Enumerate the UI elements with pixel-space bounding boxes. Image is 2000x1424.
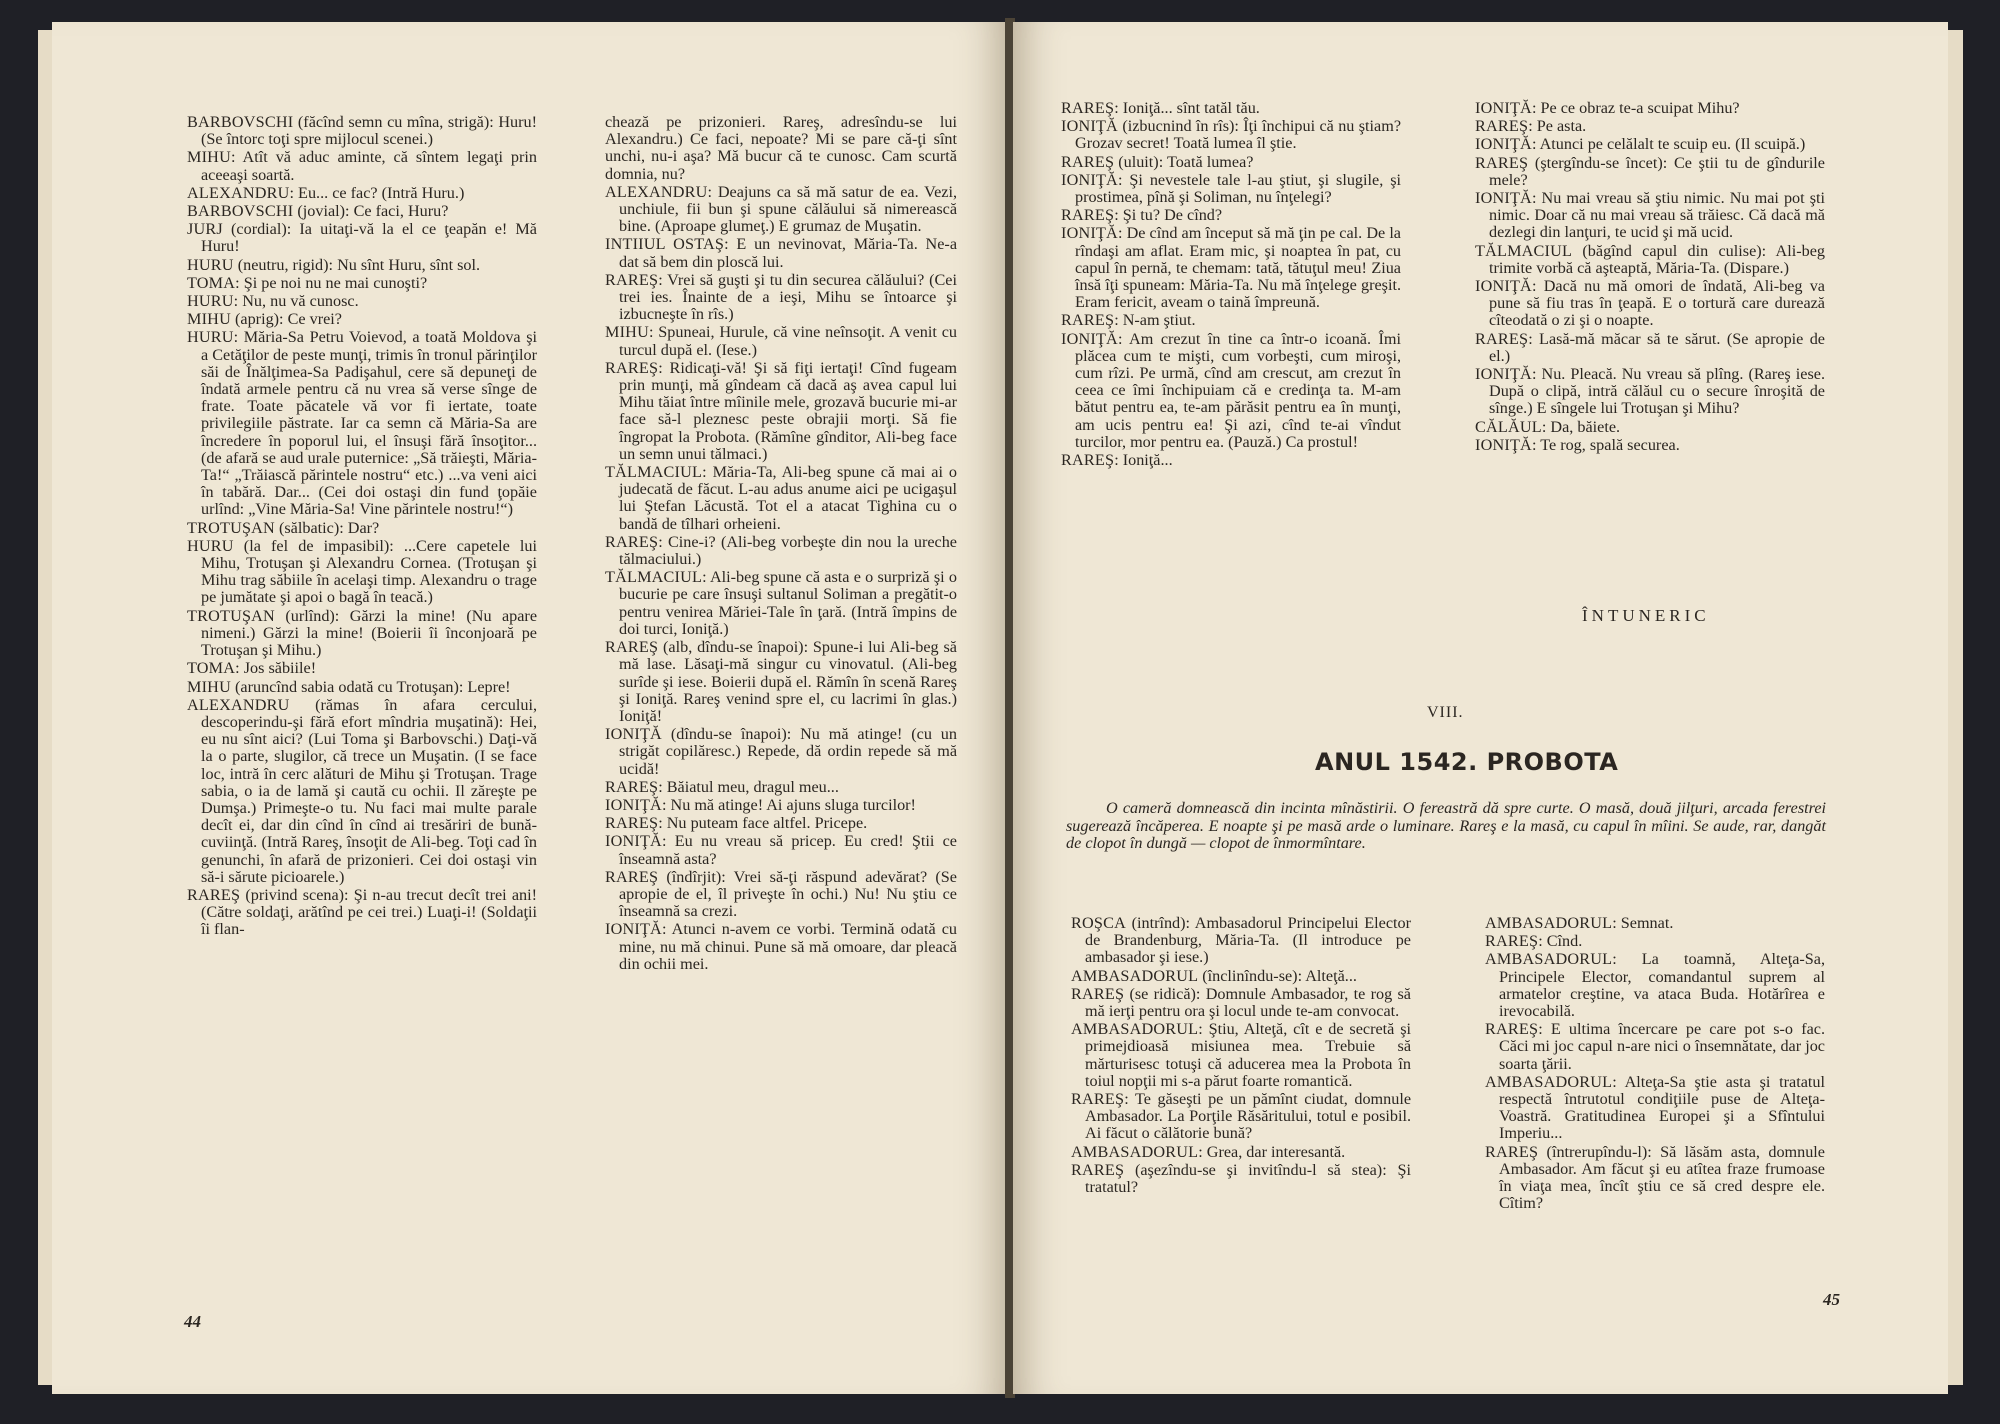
dialogue-line (605, 360, 957, 463)
dialogue-line (605, 921, 957, 973)
dialogue-line (187, 221, 537, 255)
dialogue-line (1061, 172, 1401, 206)
left-column-2 (605, 114, 957, 974)
dialogue-line (1061, 452, 1401, 469)
speaker-name: IONIŢĂ (605, 795, 662, 814)
dialogue-line (187, 114, 537, 148)
dialogue-line (1061, 100, 1401, 117)
dialogue-text: : Cine-i? (Ali-beg vorbeşte din nou la ureche tălmaciului.) (619, 532, 957, 569)
dialogue-text: : Pe ce obraz te-a scuipat Mihu? (1531, 99, 1740, 117)
dialogue-line (187, 293, 537, 310)
dialogue-line (605, 833, 957, 867)
speaker-name: AMBASADORUL (1485, 914, 1613, 932)
dialogue-line (1485, 951, 1825, 1020)
dialogue-text: : Ali-beg spune că asta e o surpriză şi o bucurie pe care însuşi sultanul Soliman a pregătit-o pentru venirea Măriei-Tale în ţară. (Intră împins de doi turci, Ioniţă.) (619, 568, 957, 638)
dialogue-text: (aşezîndu-se şi invitîndu-l să stea): Şi tratatul? (1085, 1160, 1411, 1197)
dialogue-text: : Te găseşti pe un pămînt ciudat, domnule Ambasador. La Porţile Răsăritului, totul e posibil. Ai făcut o călătorie bună? (1085, 1090, 1411, 1143)
dialogue-line (1071, 1162, 1411, 1196)
right-column-4 (1485, 915, 1825, 1213)
dialogue-line (187, 520, 537, 537)
dialogue-text: : Atunci pe celălalt te scuip eu. (Il scuipă.) (1531, 135, 1806, 154)
dialogue-line (1475, 243, 1825, 277)
speaker-name: RAREŞ (1061, 311, 1115, 330)
speaker-name: AMBASADORUL (1071, 966, 1199, 985)
dialogue-text: (făcînd semn cu mîna, strigă): Huru! (Se întorc toţi spre mijlocul scenei.) (201, 113, 537, 149)
dialogue-text: : Deajuns ca să mă satur de ea. Vezi, unchiule, fii bun şi spune călăului să nimerească bine. (Aproape glumeţ.) E grumaz de Muşatin. (619, 182, 957, 236)
speaker-name: MIHU (605, 323, 649, 342)
dialogue-line (1061, 225, 1401, 311)
dialogue-text: : La toamnă, Alteţa-Sa, Principele Elector, comandantul suprem al armatelor creştine, va ataca Buda. Hotărîrea e irevocabilă. (1499, 950, 1825, 1021)
dialogue-line (1485, 1021, 1825, 1073)
dialogue-text: : Da, băiete. (1541, 417, 1621, 436)
act-title: ANUL 1542. PROBOTA (1315, 748, 1619, 776)
dialogue-line (605, 779, 957, 796)
speaker-name: MIHU (187, 148, 231, 167)
speaker-name: HURU (187, 536, 234, 555)
dialogue-text: (jovial): Ce faci, Huru? (293, 202, 449, 221)
dialogue-text: : Atunci n-avem ce vorbi. Termină odată cu mine, nu mă chinui. Pune să mă omoare, dar pleacă din ochii mei. (619, 920, 957, 973)
dialogue-text: (dîndu-se înapoi): Nu mă atinge! (cu un strigăt copilăresc.) Repede, dă ordin repede să mă ucidă! (619, 725, 957, 778)
speaker-name: ALEXANDRU (187, 695, 290, 714)
speaker-name: IONIŢĂ (1061, 170, 1118, 189)
speaker-name: TĂLMACIUL (605, 463, 703, 482)
dialogue-line (605, 815, 957, 832)
dialogue-line (1475, 278, 1825, 330)
speaker-name: ALEXANDRU (187, 183, 290, 202)
speaker-name: IONIŢĂ (1475, 99, 1532, 117)
dialogue-text: (aprig): Ce vrei? (230, 310, 342, 329)
speaker-name: ROŞCA (1071, 914, 1126, 932)
dialogue-text: : De cînd am început să mă ţin pe cal. De la rîndaşi am aflat. Eram mic, şi noaptea în pat, cu capul în pernă, te chemam: tată, tătuţul meu! Ziua însă îţi spuneam: Măria-Ta. Nu mă înţelege greşit. Eram fericit, aveam o taină împreună. (1075, 224, 1401, 312)
dialogue-text: : Am crezut în tine ca într-o icoană. Îmi plăcea cum te mişti, cum vorbeşti, cum miroşi, cum rîzi. Pe urmă, cînd am crescut, am crezut în ceea ce îmi închipuiam că e credinţa ta. M-am bătut pentru ea, te-am părăsit pentru ea în munţi, am ucis pentru ea! Şi azi, cînd te-ai vîndut turcilor, mor pentru ea. (Pauză.) Ca prostul! (1075, 329, 1401, 451)
speaker-name: RAREŞ (1485, 1142, 1539, 1161)
speaker-name: TĂLMACIUL (605, 568, 703, 587)
dialogue-text: : Alteţa-Sa ştie asta şi tratatul respectă întrutotul condiţiile puse de Alteţa-Voastră. Gratitudinea Europei şi a Sfîntului Imperiu... (1499, 1072, 1825, 1143)
dialogue-text: : Şi nevestele tale l-au ştiut, şi slugile, şi prostimea, pînă şi Soliman, nu înţelegi? (1075, 170, 1401, 207)
page-number-right: 45 (1823, 1290, 1840, 1309)
speaker-name: RAREŞ (1071, 984, 1125, 1003)
dialogue-line (1485, 915, 1825, 932)
dialogue-line (1475, 331, 1825, 365)
dialogue-text: : E ultima încercare pe care pot s-o fac. Căci mi joc capul n-are nici o însemnătate, dar joc soarta ţării. (1499, 1020, 1825, 1073)
dialogue-line (605, 184, 957, 236)
dialogue-line (605, 114, 957, 183)
speaker-name: IONIŢĂ (1061, 224, 1118, 243)
speaker-name: RAREŞ (1475, 117, 1529, 136)
dialogue-line (187, 660, 537, 677)
dialogue-line (1061, 312, 1401, 329)
dialogue-line (187, 679, 537, 696)
dialogue-line (1485, 933, 1825, 950)
dialogue-text: : Te rog, spală securea. (1531, 435, 1680, 454)
dialogue-line (1475, 190, 1825, 242)
speaker-name: RAREŞ (187, 885, 241, 904)
dialogue-text: : Lasă-mă măcar să te sărut. (Se apropie de el.) (1489, 329, 1825, 365)
speaker-name: BARBOVSCHI (187, 113, 294, 131)
speaker-name: IONIŢĂ (1475, 277, 1532, 296)
dialogue-line (605, 639, 957, 725)
left-page (52, 22, 1007, 1394)
speaker-name: IONIŢĂ (1061, 329, 1118, 348)
speaker-name: IONIŢĂ (1475, 135, 1532, 154)
dialogue-line (1475, 155, 1825, 189)
right-column-1 (1061, 100, 1401, 470)
speaker-name: AMBASADORUL (1071, 1142, 1199, 1161)
dialogue-line (1475, 366, 1825, 418)
dialogue-line (187, 608, 537, 660)
speaker-name: IONIŢĂ (1475, 189, 1532, 208)
end-scene-marker: ÎNTUNERIC (1582, 606, 1710, 625)
dialogue-text: : Nu mă atinge! Ai ajuns sluga turcilor! (661, 795, 916, 814)
dialogue-text: : Vrei să guşti şi tu din securea călăului? (Cei trei ies. Înainte de a ieşi, Mihu se întoarce şi izbucneşte în rîs.) (619, 270, 957, 324)
dialogue-text: : Pe asta. (1528, 117, 1587, 136)
right-column-2 (1475, 100, 1825, 455)
speaker-name: RAREŞ (1475, 153, 1529, 172)
dialogue-text: : Şi pe noi nu ne mai cunoşti? (235, 273, 428, 292)
dialogue-line (1071, 968, 1411, 985)
dialogue-line (605, 272, 957, 324)
dialogue-text: (la fel de impasibil): ...Cere capetele lui Mihu, Trotuşan şi Alexandru Cornea. (Trotuşan şi Mihu trag săbiile în acelaşi timp. Alexandru o trage pe jumătate şi apoi o bagă în teacă.) (201, 536, 537, 607)
dialogue-line (187, 149, 537, 183)
dialogue-text: (se ridică): Domnule Ambasador, te rog să mă ierţi pentru ora şi locul unde te-am convocat. (1085, 984, 1411, 1021)
dialogue-text: : Nu puteam face altfel. Pricepe. (658, 814, 868, 833)
dialogue-line (1475, 437, 1825, 454)
dialogue-text: : Băiatul meu, dragul meu... (658, 777, 839, 796)
dialogue-text: (intrînd): Ambasadorul Principelui Elector de Brandenburg, Măria-Ta. (Il introduce pe ambasador şi iese.) (1085, 914, 1411, 967)
dialogue-text: : Spuneai, Hurule, că vine neînsoţit. A venit cu turcul după el. (Iese.) (619, 323, 957, 359)
speaker-name: IONIŢĂ (1475, 365, 1532, 384)
dialogue-line (187, 538, 537, 607)
speaker-name: RAREŞ (1061, 451, 1115, 470)
speaker-name: AMBASADORUL (1485, 950, 1613, 969)
dialogue-text: (alb, dîndu-se înapoi): Spune-i lui Ali-beg să mă lase. Lăsaţi-mă singur cu vinovatul. (Ali-beg surîde şi iese. Boierii după el. Rămîn în scenă Rareş şi Ioniţă. Rareş venind spre el, cu lacrimi în glas.) Ioniţă! (619, 638, 957, 725)
speaker-name: MIHU (187, 310, 231, 329)
speaker-name: RAREŞ (605, 358, 659, 377)
dialogue-text: : E un nevinovat, Măria-Ta. Ne-a dat să bem din ploscă lui. (619, 235, 958, 271)
dialogue-line (1071, 986, 1411, 1020)
dialogue-line (1475, 118, 1825, 135)
dialogue-text: (înclinîndu-se): Alteţă... (1198, 966, 1357, 985)
dialogue-text: : Semnat. (1612, 914, 1674, 932)
dialogue-text: : Nu. Pleacă. Nu vreau să plîng. (Rareş iese. După o clipă, intră călăul cu o secure înroşită de sînge.) E sîngele lui Trotuşan şi Mihu? (1489, 365, 1825, 418)
dialogue-text: : N-am ştiut. (1114, 311, 1196, 330)
dialogue-line (605, 797, 957, 814)
speaker-name: ALEXANDRU (605, 182, 708, 201)
dialogue-line (1071, 915, 1411, 967)
dialogue-line (187, 329, 537, 518)
dialogue-text: (îndîrjit): Vrei să-ţi răspund adevărat? (Se apropie de el, îl priveşte în ochi.) Nu! Nu ştiu ce înseamnă sa crezi. (619, 867, 957, 921)
dialogue-line (1475, 100, 1825, 117)
dialogue-line (187, 697, 537, 886)
dialogue-text: : Ioniţă... sînt tatăl tău. (1114, 99, 1260, 117)
dialogue-line (187, 311, 537, 328)
dialogue-text: : Eu... ce fac? (Intră Huru.) (289, 183, 465, 202)
speaker-name: RAREŞ (1061, 152, 1115, 171)
dialogue-text: : Măria-Ta, Ali-beg spune că mai ai o judecată de făcut. L-au adus anume aici pe ucigaşul lui Ştefan Lăcustă. Tot el a atacat Tighina cu o bandă de tîlhari orheieni. (619, 463, 957, 533)
dialogue-text: (privind scena): Şi n-au trecut decît trei ani! (Către soldaţi, arătînd pe cei trei.) Luaţi-i! (Soldaţii îi flan- (201, 885, 537, 939)
dialogue-text: (neutru, rigid): Nu sînt Huru, sînt sol. (233, 255, 481, 274)
dialogue-text: (întrerupîndu-l): Să lăsăm asta, domnule Ambasador. Am făcut şi eu atîtea fraze frumoase în viaţa mea, încît ştiu ce să cred despre ele. Cîtim? (1499, 1142, 1825, 1213)
speaker-name: HURU (187, 328, 234, 347)
speaker-name: RAREŞ (605, 638, 659, 657)
dialogue-text: (sălbatic): Dar? (274, 518, 380, 537)
dialogue-text: (aruncînd sabia odată cu Trotuşan): Lepre! (230, 677, 511, 696)
dialogue-line (187, 257, 537, 274)
dialogue-line (605, 236, 957, 270)
speaker-name: IONIŢĂ (1475, 435, 1532, 454)
dialogue-text: : Măria-Sa Petru Voievod, a toată Moldova şi a Cetăţilor de peste munţi, trimis în tronul părinţilor săi de Înălţimea-Sa Padişahul, cere să depuneţi de îndată armele pentru că nu vrea să verse sînge de frate. Toate păcatele vă vor fi iertate, toate privilegiile păstrate. Iar ca semn că Măria-Sa are încredere în poporul lui, el însuşi fără însoţitor... (de afară se aud urale puternice: „Să trăieşti, Măria-Ta!“ „Trăiască părintele nostru“ etc.) ...va veni aici în tabără. Dar... (Cei doi ostaşi din fund ţopăie urlînd: „Vine Măria-Sa! Vine părintele nostru!“) (201, 328, 537, 519)
dialogue-text: (rămas în afara cercului, descoperindu-şi fără efort mîndria muşatină): Hei, eu nu sînt aici? (Lui Toma şi Barbovschi.) Daţi-vă la o parte, slugilor, că trece un Muşatin. (I se face loc, intră în cerc alături de Mihu şi Trotuşan. Trage sabia, o ia de lamă şi caută cu ochii. Il zăreşte pe Dumşa.) Primeşte-o tu. Nu faci mai multe parale decît ei, dar din cînd în cînd ai tresăriri de bună-cuviinţă. (Intră Rareş, însoţit de Ali-beg. Toţi cad în genunchi, în afară de prizonieri. Cei doi ostaşi vin să-i sărute picioarele.) (201, 695, 537, 886)
speaker-name: RAREŞ (1061, 99, 1115, 117)
speaker-name: AMBASADORUL (1485, 1072, 1613, 1091)
speaker-name: RAREŞ (1071, 1160, 1125, 1179)
dialogue-line (1071, 1021, 1411, 1090)
dialogue-text: : Ioniţă... (1114, 451, 1173, 470)
dialogue-line (187, 185, 537, 202)
speaker-name: TOMA (187, 659, 236, 678)
speaker-name: RAREŞ (605, 814, 659, 833)
dialogue-text: : Nu mai vreau să ştiu nimic. Nu mai pot şti nimic. Doar că nu mai vreau să trăiesc. Că dacă mă dezlegi din lanţuri, te ucid şi mă ucid. (1489, 189, 1825, 242)
page-edges-right (1946, 30, 1963, 1385)
dialogue-line (605, 869, 957, 921)
tableau-number: VIII. (1427, 704, 1464, 721)
speaker-name: RAREŞ (605, 777, 659, 796)
speaker-name: RAREŞ (605, 270, 659, 289)
stage-setting: O cameră domnească din incinta mînăstirii. O fereastră dă spre curte. O masă, două jilţuri, arcada ferestrei sugerează încăperea. E noapte şi pe masă arde o luminare. Rareş e la masă, cu capul în mîini. Se aude, rar, dangăt de clopot în dungă — clopot de înmormîntare. (1066, 799, 1826, 852)
speaker-name: HURU (187, 255, 234, 274)
dialogue-text: : Ridicaţi-vă! Şi să fiţi iertaţi! Cînd fugeam prin munţi, mă gîndeam că dacă aş avea capul lui Mihu tăiat între mîinile mele, grozavă bucurie mi-ar face să-l pleznesc peste obrajii morţi. Să fie îngropat la Probota. (Rămîne gînditor, Ali-beg face un semn unui tălmaci.) (619, 358, 957, 463)
speaker-name: MIHU (187, 677, 231, 696)
dialogue-line (1061, 331, 1401, 451)
dialogue-line (1071, 1144, 1411, 1161)
dialogue-text: (ştergîndu-se încet): Ce ştii tu de gîndurile mele? (1489, 153, 1825, 189)
dialogue-text: : Şi tu? De cînd? (1114, 206, 1223, 225)
dialogue-text: : Cînd. (1538, 932, 1583, 951)
dialogue-text: (băgînd capul din culise): Ali-beg trimite vorbă că aşteaptă, Măria-Ta. (Dispare.) (1489, 241, 1825, 277)
dialogue-line (605, 324, 957, 358)
dialogue-line (1475, 136, 1825, 153)
speaker-name: IONIŢĂ (605, 920, 662, 939)
speaker-name: TROTUŞAN (187, 606, 275, 625)
speaker-name: JURJ (187, 220, 223, 239)
dialogue-line (605, 726, 957, 778)
speaker-name: HURU (187, 292, 234, 311)
dialogue-text: (uluit): Toată lumea? (1114, 152, 1254, 171)
dialogue-text: (urlînd): Gărzi la mine! (Nu apare nimeni.) Gărzi la mine! (Boierii îi înconjoară pe Trotuşan şi Mihu.) (201, 606, 537, 660)
dialogue-line (1475, 419, 1825, 436)
dialogue-line (187, 887, 537, 939)
dialogue-text: : Grea, dar interesantă. (1198, 1142, 1346, 1161)
dialogue-line (605, 464, 957, 533)
dialogue-text: : Jos săbiile! (235, 659, 317, 678)
dialogue-line (605, 534, 957, 568)
speaker-name: RAREŞ (1475, 329, 1529, 348)
dialogue-text: : Atît vă aduc aminte, că sîntem legaţi prin aceeaşi soartă. (201, 148, 537, 184)
right-column-3 (1071, 915, 1411, 1197)
page-number-left: 44 (184, 1312, 201, 1331)
dialogue-text: : Eu nu vreau să pricep. Eu cred! Ştii ce înseamnă asta? (619, 832, 957, 868)
dialogue-line (1485, 1074, 1825, 1143)
speaker-name: RAREŞ (605, 532, 659, 551)
left-column-1 (187, 114, 537, 940)
dialogue-text: (izbucnind în rîs): Îţi închipui că nu ştiam? Grozav secret! Toată lumea îl ştie. (1075, 117, 1401, 153)
dialogue-text: chează pe prizonieri. Rareş, adresîndu-se lui Alexandru.) Ce faci, nepoate? Mi se pare că-ţi sînt unchi, nu-i aşa? Mă bucur că te cunosc. Cam scurtă domnia, nu? (605, 113, 957, 183)
speaker-name: TOMA (187, 273, 236, 292)
speaker-name: IONIŢĂ (605, 725, 662, 744)
dialogue-text: (cordial): Ia uitaţi-vă la el ce ţeapăn e! Mă Huru! (201, 220, 537, 256)
dialogue-line (187, 275, 537, 292)
speaker-name: RAREŞ (1485, 1020, 1539, 1039)
speaker-name: RAREŞ (1071, 1090, 1125, 1109)
speaker-name: RAREŞ (1485, 932, 1539, 951)
speaker-name: IONIŢĂ (605, 832, 662, 851)
right-page (1013, 22, 1948, 1394)
speaker-name: BARBOVSCHI (187, 202, 294, 221)
dialogue-line (187, 203, 537, 220)
dialogue-line (1061, 118, 1401, 152)
speaker-name: AMBASADORUL (1071, 1020, 1199, 1039)
dialogue-text: : Dacă nu mă omori de îndată, Ali-beg va pune să fiu tras în ţeapă. E o tortură care durează cîteodată o zi şi o noapte. (1489, 277, 1825, 330)
dialogue-line (1061, 154, 1401, 171)
dialogue-line (1061, 207, 1401, 224)
dialogue-line (1071, 1091, 1411, 1143)
speaker-name: TROTUŞAN (187, 518, 275, 537)
speaker-name: IONIŢĂ (1061, 117, 1118, 136)
speaker-name: RAREŞ (1061, 206, 1115, 225)
dialogue-line (1485, 1144, 1825, 1213)
speaker-name: RAREŞ (605, 867, 659, 886)
speaker-name: TĂLMACIUL (1475, 241, 1573, 260)
dialogue-line (605, 569, 957, 638)
dialogue-text: : Ştiu, Alteţă, cît e de secretă şi primejdioasă misiunea mea. Trebuie să mărturisesc totuşi că aducerea mea la Probota în toiul nopţii mi s-a părut foarte romantică. (1085, 1020, 1411, 1090)
dialogue-text: : Nu, nu vă cunosc. (233, 292, 359, 311)
speaker-name: CĂLĂUL (1475, 417, 1542, 436)
speaker-name: INTIIUL OSTAŞ (605, 235, 725, 254)
